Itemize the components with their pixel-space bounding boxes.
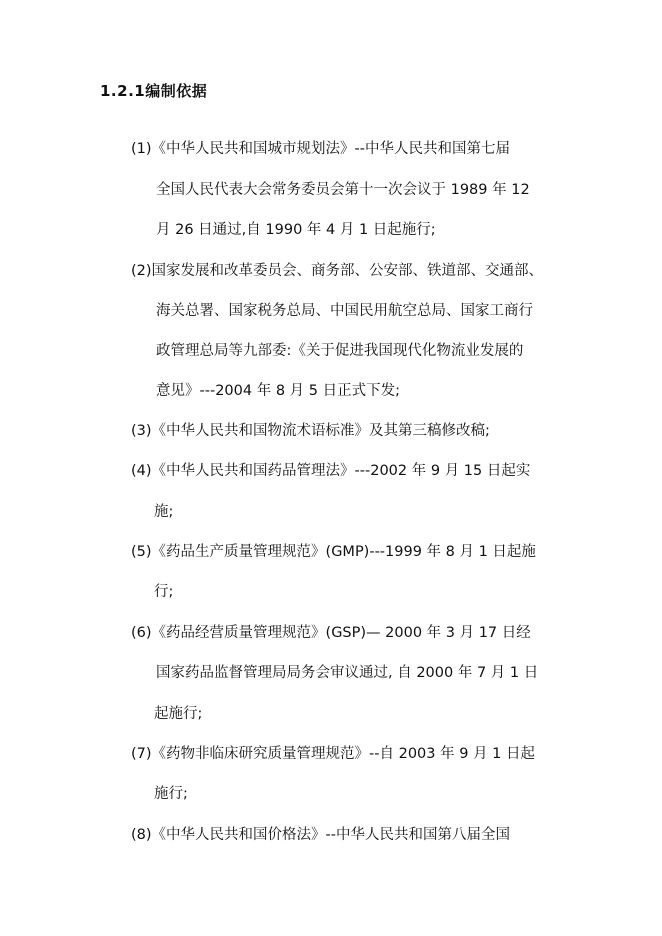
item-1-line-2: 全国人民代表大会常务委员会第十一次会议于 1989 年 12 (156, 182, 530, 198)
item-4-line-1: (4)《中华人民共和国药品管理法》---2002 年 9 月 15 日起实 (131, 463, 531, 479)
item-5-line-1: (5)《药品生产质量管理规范》(GMP)---1999 年 8 月 1 日起施 (131, 544, 536, 560)
item-1-line-3: 月 26 日通过,自 1990 年 4 月 1 日起施行; (156, 222, 436, 238)
item-7-line-1: (7)《药物非临床研究质量管理规范》--自 2003 年 9 月 1 日起 (131, 746, 536, 762)
item-6-line-3: 起施行; (154, 706, 203, 722)
item-3-line-1: (3)《中华人民共和国物流术语标准》及其第三稿修改稿; (131, 423, 490, 439)
item-8-line-1: (8)《中华人民共和国价格法》--中华人民共和国第八届全国 (131, 827, 511, 843)
item-2-line-3: 政管理总局等九部委:《关于促进我国现代化物流业发展的 (156, 343, 524, 359)
item-6-line-2: 国家药品监督管理局局务会审议通过, 自 2000 年 7 月 1 日 (156, 665, 539, 681)
item-7-line-2: 施行; (154, 786, 188, 802)
item-4-line-2: 施; (154, 504, 174, 520)
section-heading: 1.2.1编制依据 (100, 82, 208, 100)
item-2-line-4: 意见》---2004 年 8 月 5 日正式下发; (156, 383, 400, 399)
item-1-line-1: (1)《中华人民共和国城市规划法》--中华人民共和国第七届 (131, 141, 511, 157)
item-5-line-2: 行; (154, 584, 174, 600)
item-6-line-1: (6)《药品经营质量管理规范》(GSP)— 2000 年 3 月 17 日经 (131, 625, 531, 641)
item-2-line-1: (2)国家发展和改革委员会、商务部、公安部、铁道部、交通部、 (131, 263, 544, 279)
item-2-line-2: 海关总署、国家税务总局、中国民用航空总局、国家工商行 (156, 303, 533, 319)
